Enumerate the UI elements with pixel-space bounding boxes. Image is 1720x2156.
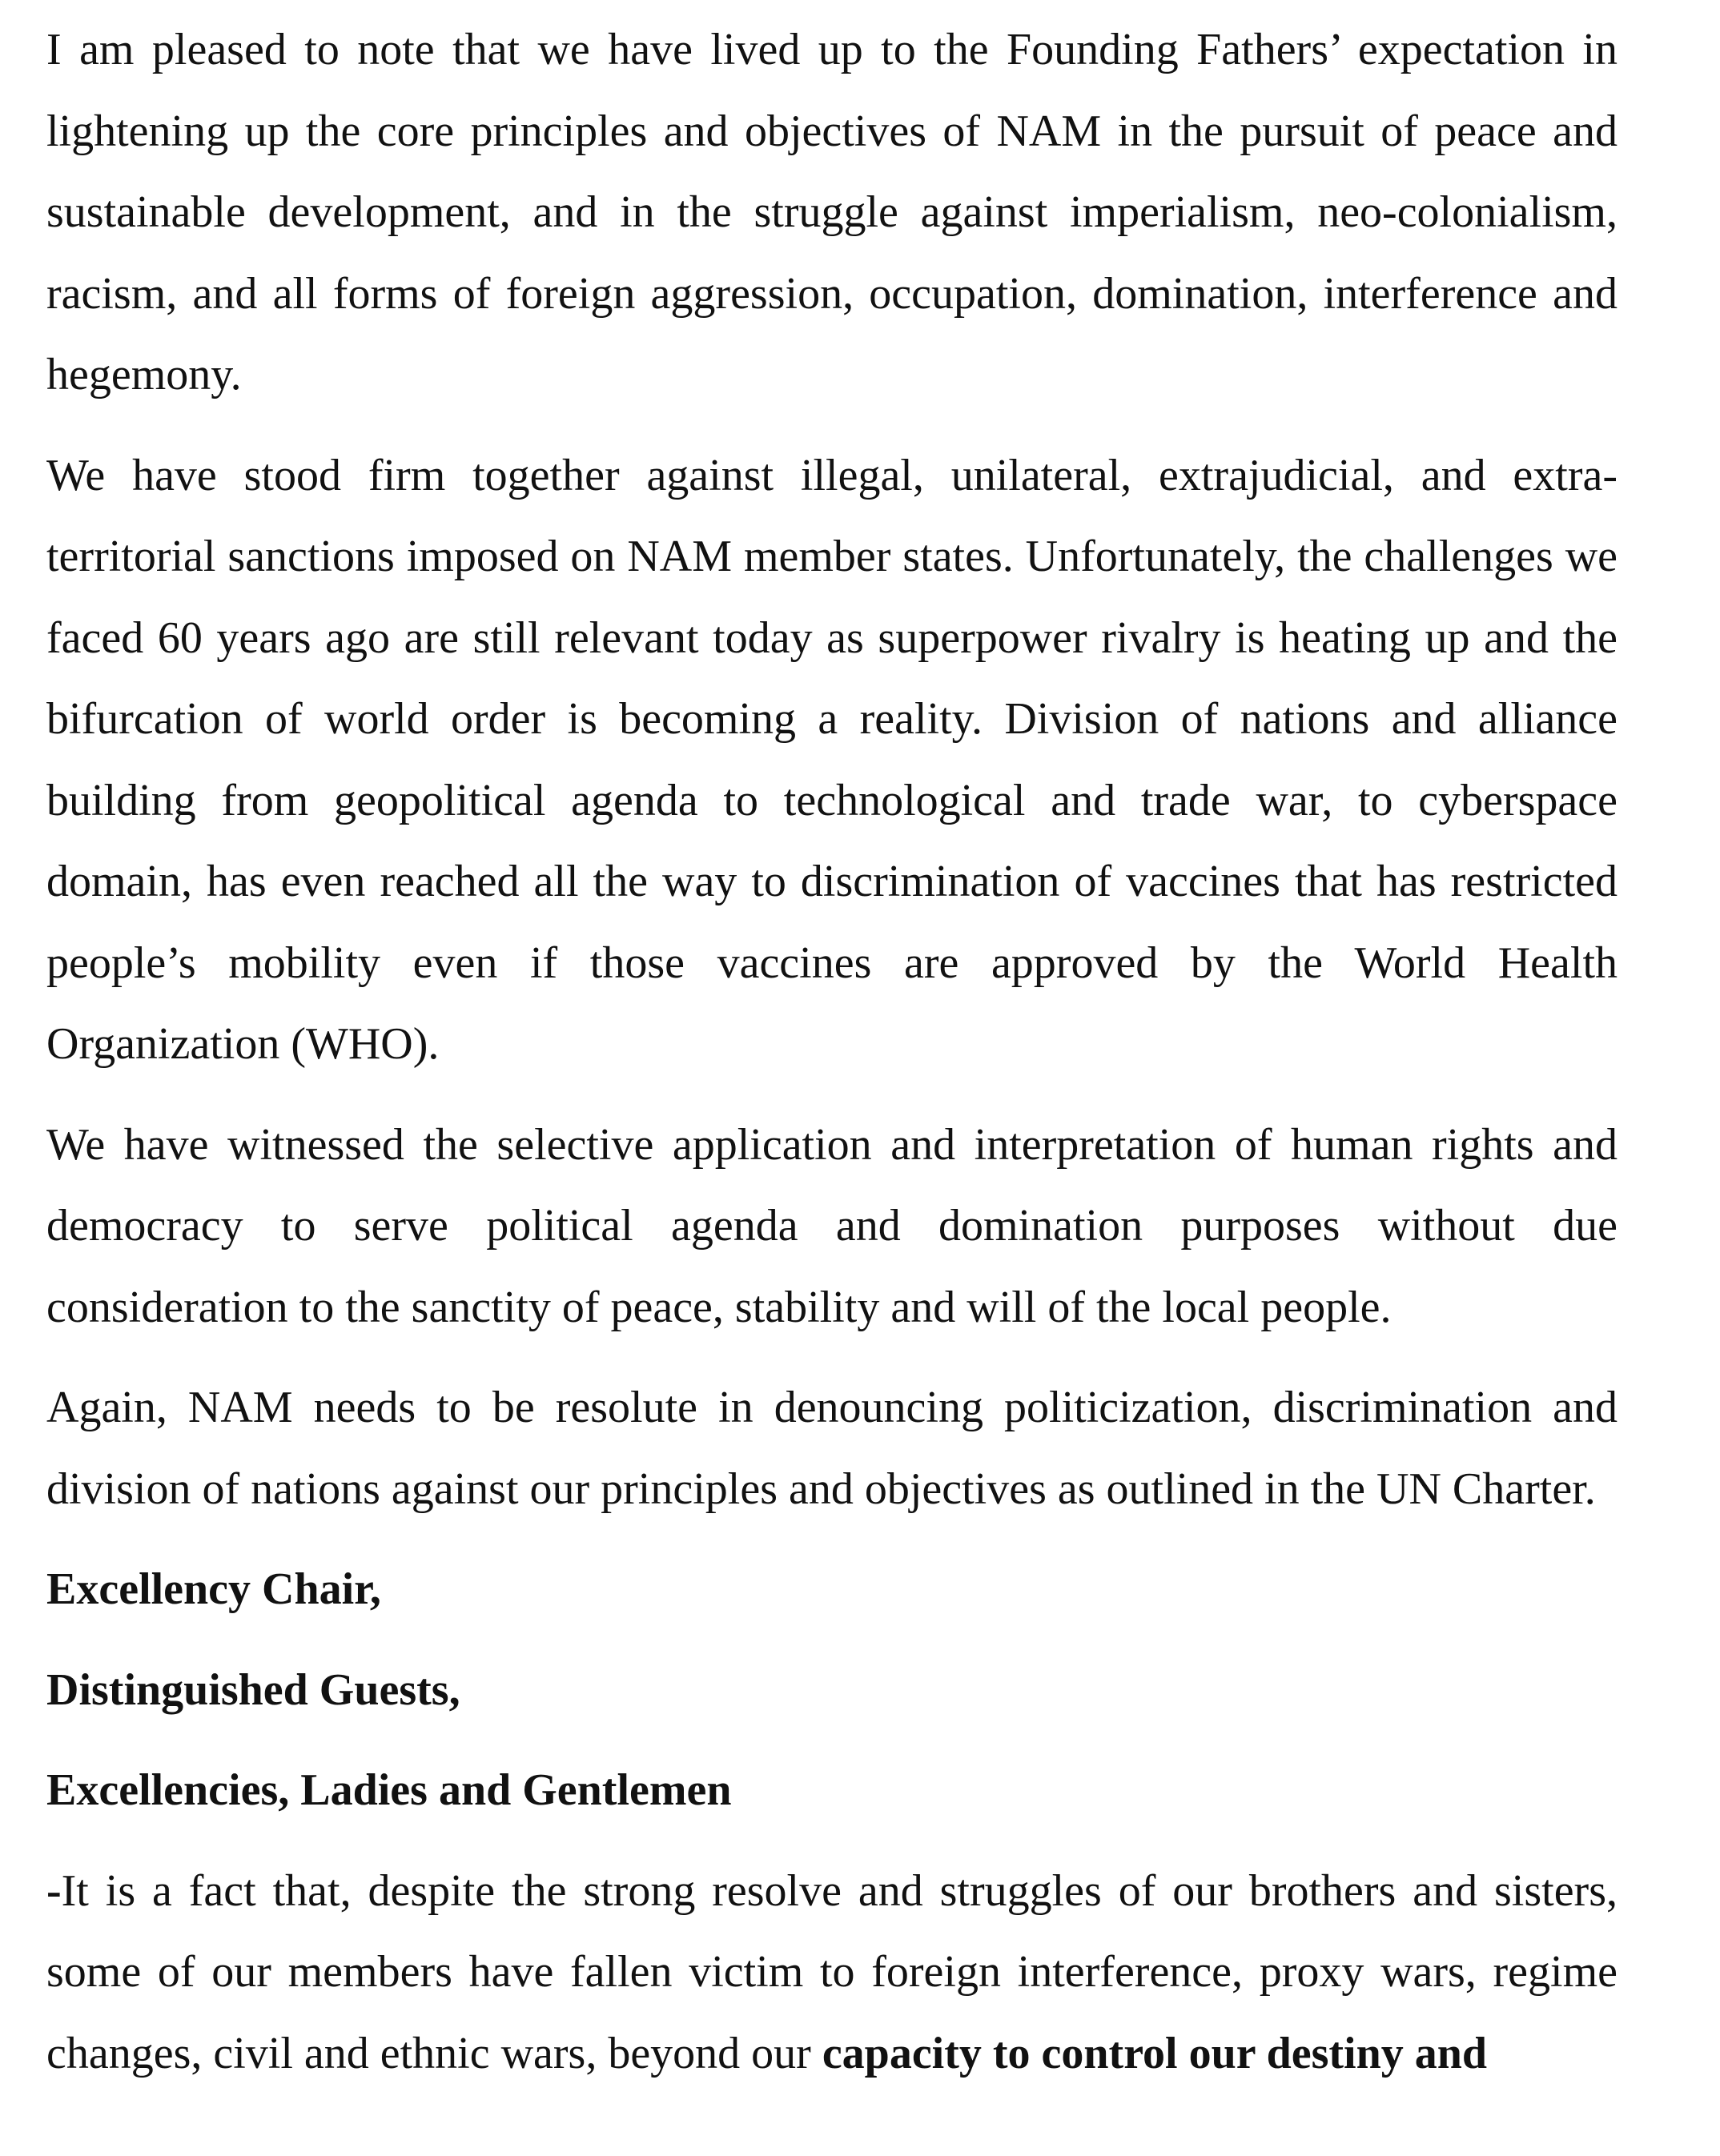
paragraph-foreign-interference	[46, 1851, 1618, 2095]
salutation-excellency-chair: Excellency Chair,	[46, 1564, 381, 1614]
document-page	[46, 10, 1618, 2114]
paragraph-politicization: Again, NAM needs to be resolute in denouncing politicization, discrimination and division of nations against our principles and objectives as outlined in the UN Charter.	[46, 1383, 1618, 1514]
paragraph-bold-text: capacity to control our destiny and	[822, 2028, 1488, 2078]
paragraph-lead-dash: -	[46, 1865, 62, 1916]
paragraph-sanctions: We have stood firm together against illegal, unilateral, extrajudicial, and extra-territorial sanctions imposed on NAM member states. Unfortunately, the challenges we faced 60 years ago are still relevant today as superpower rivalry is heating up and the bifurcation of world order is becoming a reality. Division of nations and alliance building from geopolitical agenda to technological and trade war, to cyberspace domain, has even reached all the way to discrimination of vaccines that has restricted people’s mobility even if those vaccines are approved by the World Health Organization (WHO).	[46, 450, 1618, 1069]
paragraph-founding-fathers: I am pleased to note that we have lived up to the Founding Fathers’ expectation in lightening up the core principles and objectives of NAM in the pursuit of peace and sustainable development, and in the struggle against imperialism, neo-colonialism, racism, and all forms of foreign aggression, occupation, domination, interference and hegemony.	[46, 25, 1618, 399]
salutation-distinguished-guests: Distinguished Guests,	[46, 1664, 460, 1715]
paragraph-body-text: It is a fact that, despite the strong resolve and struggles of our brothers and sisters, some of our members have fallen victim to foreign interference, proxy wars, regime changes, civil and ethnic wars, beyond our	[46, 1865, 1618, 2078]
salutation-ladies-gentlemen: Excellencies, Ladies and Gentlemen	[46, 1765, 732, 1815]
paragraph-human-rights: We have witnessed the selective application and interpretation of human rights and democracy to serve political agenda and domination purposes without due consideration to the sanctity of peace, stability and will of the local people.	[46, 1119, 1618, 1332]
